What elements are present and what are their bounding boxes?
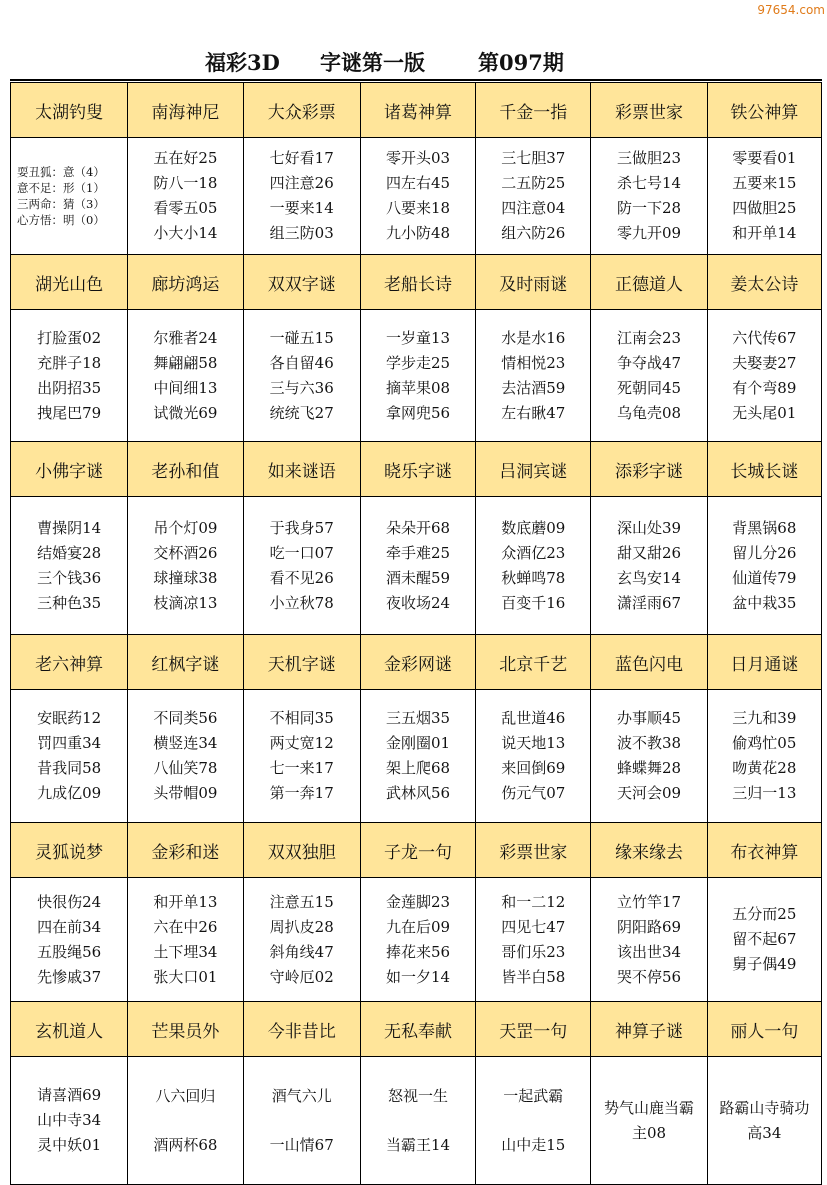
riddle-line: 五在好25 bbox=[153, 149, 218, 167]
riddle-row bbox=[11, 138, 822, 255]
riddle-line: 出阴招35 bbox=[37, 378, 102, 397]
riddle-cell bbox=[591, 1057, 707, 1185]
riddle-line: 深山处39 bbox=[616, 518, 682, 537]
riddle-line: 争夺战47 bbox=[616, 353, 682, 372]
riddle-line: 无头尾01 bbox=[732, 403, 797, 422]
riddle-line: 夫娶妻27 bbox=[732, 353, 797, 372]
column-header: 老船长诗 bbox=[360, 255, 475, 310]
riddle-line: 尔雅者24 bbox=[153, 328, 218, 347]
riddle-line: 三七胆37 bbox=[501, 149, 566, 167]
riddle-line: 立竹竿17 bbox=[616, 892, 682, 911]
column-header: 及时雨谜 bbox=[476, 255, 591, 310]
riddle-line: 乌龟壳08 bbox=[616, 403, 682, 422]
riddle-line: 守岭厄02 bbox=[269, 967, 334, 986]
riddle-line: 吊个灯09 bbox=[153, 518, 218, 537]
riddle-cell bbox=[243, 878, 360, 1002]
riddle-cell bbox=[243, 690, 360, 823]
riddle-cell bbox=[128, 1057, 243, 1185]
riddle-line: 情相悦23 bbox=[501, 353, 566, 372]
riddle-cell bbox=[11, 878, 128, 1002]
riddle-cell bbox=[11, 690, 128, 823]
riddle-line: 看不见26 bbox=[269, 568, 334, 587]
column-header: 无私奉献 bbox=[360, 1002, 475, 1057]
riddle-line: 七好看17 bbox=[269, 149, 334, 167]
riddle-cell bbox=[707, 1057, 821, 1185]
riddle-line: 安眠药12 bbox=[37, 709, 102, 727]
riddle-cell bbox=[476, 690, 591, 823]
riddle-line: 有个弯89 bbox=[732, 378, 797, 397]
column-header: 老六神算 bbox=[11, 635, 128, 690]
riddle-line: 百变千16 bbox=[501, 593, 566, 612]
riddle-line: 吃一口07 bbox=[269, 543, 334, 562]
column-header: 玄机道人 bbox=[11, 1002, 128, 1057]
riddle-line: 七一来17 bbox=[269, 759, 334, 777]
riddle-line: 哥们乐23 bbox=[501, 942, 566, 961]
riddle-line: 九小防48 bbox=[385, 224, 451, 242]
riddle-cell bbox=[591, 497, 707, 635]
header-row bbox=[11, 823, 822, 878]
riddle-line: 不同类56 bbox=[153, 709, 218, 727]
riddle-line: 意不足：形（1） bbox=[17, 181, 105, 195]
riddle-line: 蜂蝶舞28 bbox=[616, 759, 682, 777]
riddle-line: 横竖连34 bbox=[153, 734, 218, 752]
riddle-line: 哭不停56 bbox=[616, 967, 682, 986]
riddle-line: 乱世道46 bbox=[501, 709, 566, 727]
riddle-line: 办事顺45 bbox=[616, 709, 682, 727]
header-row bbox=[11, 255, 822, 310]
riddle-line: 山中寺34 bbox=[37, 1111, 102, 1129]
riddle-cell bbox=[11, 497, 128, 635]
column-header: 湖光山色 bbox=[11, 255, 128, 310]
riddle-line bbox=[270, 1109, 334, 1133]
riddle-line: 二五防25 bbox=[501, 174, 566, 192]
column-header: 今非昔比 bbox=[243, 1002, 360, 1057]
riddle-line: 舞翩翩58 bbox=[153, 353, 218, 372]
header-row bbox=[11, 1002, 822, 1057]
riddle-line: 摘苹果08 bbox=[385, 378, 451, 397]
riddle-line: 金莲脚23 bbox=[385, 892, 451, 911]
riddle-line: 阴阳路69 bbox=[616, 917, 682, 936]
riddle-cell bbox=[591, 878, 707, 1002]
riddle-line: 五分而25 bbox=[732, 905, 797, 923]
riddle-line: 枝滴凉13 bbox=[153, 593, 218, 612]
riddle-line: 九成亿09 bbox=[37, 784, 102, 802]
riddle-line: 斜角线47 bbox=[269, 942, 334, 961]
riddle-line: 三与六36 bbox=[269, 378, 334, 397]
column-header: 子龙一句 bbox=[360, 823, 475, 878]
riddle-line: 五要来15 bbox=[732, 174, 797, 192]
riddle-cell bbox=[707, 310, 821, 442]
riddle-line: 三归一13 bbox=[732, 784, 797, 802]
riddle-cell bbox=[11, 138, 128, 255]
riddle-line: 众酒亿23 bbox=[501, 543, 566, 562]
riddle-cell bbox=[591, 138, 707, 255]
column-header: 双双独胆 bbox=[243, 823, 360, 878]
riddle-line: 看零五05 bbox=[153, 199, 218, 217]
riddle-line: 左右瞅47 bbox=[501, 403, 566, 422]
riddle-line: 统统飞27 bbox=[269, 403, 334, 422]
riddle-line: 四注意04 bbox=[501, 199, 566, 217]
column-header: 日月通谜 bbox=[707, 635, 821, 690]
riddle-line: 酒两杯68 bbox=[153, 1135, 218, 1154]
riddle-cell bbox=[360, 690, 475, 823]
riddle-line: 和开单14 bbox=[732, 224, 797, 242]
riddle-line: 和一二12 bbox=[501, 892, 566, 911]
riddle-line: 灵中妖01 bbox=[37, 1136, 102, 1154]
riddle-table bbox=[10, 82, 822, 1185]
riddle-cell bbox=[360, 1057, 475, 1185]
riddle-line: 一岁童13 bbox=[385, 328, 451, 347]
riddle-line: 零九开09 bbox=[616, 224, 682, 242]
riddle-line: 仙道传79 bbox=[732, 568, 797, 587]
riddle-line: 快很伤24 bbox=[37, 892, 102, 911]
riddle-line: 潇淫雨67 bbox=[616, 593, 682, 612]
column-header: 小佛字谜 bbox=[11, 442, 128, 497]
riddle-line: 酒气六儿 bbox=[271, 1086, 332, 1105]
riddle-cell bbox=[360, 138, 475, 255]
riddle-line: 三个钱36 bbox=[37, 568, 102, 587]
riddle-line: 吻黄花28 bbox=[732, 759, 797, 777]
riddle-cell bbox=[476, 497, 591, 635]
riddle-line: 当霸王14 bbox=[385, 1135, 451, 1154]
column-header: 布衣神算 bbox=[707, 823, 821, 878]
riddle-cell bbox=[128, 878, 243, 1002]
riddle-line: 昔我同58 bbox=[37, 759, 102, 777]
riddle-line: 架上爬68 bbox=[385, 759, 451, 777]
riddle-line: 八仙笑78 bbox=[153, 759, 218, 777]
riddle-cell bbox=[476, 310, 591, 442]
riddle-line: 结婚宴28 bbox=[37, 543, 102, 562]
riddle-line: 和开单13 bbox=[153, 892, 218, 911]
riddle-line: 去沽酒59 bbox=[501, 378, 566, 397]
column-header: 天机字谜 bbox=[243, 635, 360, 690]
riddle-line: 路霸山寺骑功 bbox=[719, 1098, 810, 1117]
riddle-line: 舅子偶49 bbox=[732, 955, 797, 973]
column-header: 大众彩票 bbox=[243, 83, 360, 138]
column-header: 千金一指 bbox=[476, 83, 591, 138]
column-header: 丽人一句 bbox=[707, 1002, 821, 1057]
riddle-line: 四在前34 bbox=[37, 917, 102, 936]
header-row bbox=[11, 83, 822, 138]
riddle-line: 周扒皮28 bbox=[269, 917, 334, 936]
riddle-line: 皆半白58 bbox=[501, 967, 566, 986]
header-row bbox=[11, 635, 822, 690]
column-header: 金彩和迷 bbox=[128, 823, 243, 878]
riddle-line: 于我身57 bbox=[269, 518, 334, 537]
riddle-line: 水是水16 bbox=[501, 328, 566, 347]
riddle-line: 怒视一生 bbox=[387, 1086, 448, 1105]
riddle-line: 主08 bbox=[631, 1123, 667, 1142]
riddle-line: 组三防03 bbox=[269, 224, 334, 242]
riddle-cell bbox=[591, 310, 707, 442]
riddle-line: 三种色35 bbox=[37, 593, 102, 612]
column-header: 老孙和值 bbox=[128, 442, 243, 497]
page-title bbox=[0, 44, 780, 74]
riddle-line: 甜又甜26 bbox=[616, 543, 682, 562]
riddle-line: 球撞球38 bbox=[153, 568, 218, 587]
riddle-line: 盆中栽35 bbox=[732, 593, 797, 612]
riddle-row bbox=[11, 310, 822, 442]
riddle-line: 两丈宽12 bbox=[269, 734, 334, 752]
riddle-line: 八六回归 bbox=[155, 1086, 216, 1105]
riddle-line: 高34 bbox=[747, 1123, 782, 1142]
riddle-line: 八要来18 bbox=[385, 199, 451, 217]
column-header: 红枫字谜 bbox=[128, 635, 243, 690]
riddle-line: 九在后09 bbox=[385, 917, 451, 936]
riddle-line: 第一奔17 bbox=[269, 784, 334, 802]
riddle-cell bbox=[243, 497, 360, 635]
riddle-cell bbox=[243, 310, 360, 442]
column-header: 金彩网谜 bbox=[360, 635, 475, 690]
riddle-line: 留儿分26 bbox=[732, 543, 797, 562]
site-watermark: 97654.com bbox=[757, 3, 825, 17]
riddle-line: 秋蝉鸣78 bbox=[501, 568, 566, 587]
column-header: 芒果员外 bbox=[128, 1002, 243, 1057]
riddle-line: 三两命：猜（3） bbox=[17, 197, 105, 211]
riddle-line: 山中走15 bbox=[501, 1135, 566, 1154]
riddle-line: 数底蘑09 bbox=[501, 518, 566, 537]
riddle-line: 一山情67 bbox=[269, 1135, 334, 1154]
column-header: 蓝色闪电 bbox=[591, 635, 707, 690]
riddle-line: 组六防26 bbox=[501, 224, 566, 242]
riddle-line bbox=[386, 1109, 450, 1133]
column-header: 彩票世家 bbox=[476, 823, 591, 878]
riddle-line: 耍丑狐：意（4） bbox=[17, 165, 105, 179]
riddle-line: 小大小14 bbox=[153, 224, 218, 242]
riddle-cell bbox=[128, 310, 243, 442]
riddle-line: 学步走25 bbox=[385, 353, 451, 372]
riddle-row bbox=[11, 690, 822, 823]
riddle-line: 四注意26 bbox=[269, 174, 334, 192]
column-header: 添彩字谜 bbox=[591, 442, 707, 497]
riddle-line: 朵朵开68 bbox=[385, 518, 451, 537]
riddle-line: 金刚圈01 bbox=[385, 734, 451, 752]
riddle-line: 土下埋34 bbox=[153, 942, 218, 961]
riddle-line: 三五烟35 bbox=[385, 709, 451, 727]
riddle-line: 捧花来56 bbox=[385, 942, 451, 961]
riddle-line: 如一夕14 bbox=[385, 967, 451, 986]
riddle-line: 牵手难25 bbox=[385, 543, 451, 562]
column-header: 长城长谜 bbox=[707, 442, 821, 497]
column-header: 铁公神算 bbox=[707, 83, 821, 138]
riddle-cell bbox=[707, 497, 821, 635]
column-header: 如来谜语 bbox=[243, 442, 360, 497]
riddle-line: 打脸蛋02 bbox=[37, 328, 102, 347]
riddle-cell bbox=[243, 138, 360, 255]
header-row bbox=[11, 442, 822, 497]
riddle-line: 六代传67 bbox=[732, 328, 797, 347]
riddle-line: 偷鸡忙05 bbox=[732, 734, 797, 752]
riddle-line: 注意五15 bbox=[269, 892, 334, 911]
title-brand: 福彩3D bbox=[205, 50, 280, 75]
riddle-line: 五股绳56 bbox=[37, 942, 102, 961]
riddle-line: 势气山鹿当霸 bbox=[604, 1098, 695, 1117]
riddle-cell bbox=[707, 138, 821, 255]
riddle-line: 留不起67 bbox=[732, 930, 797, 948]
riddle-cell bbox=[128, 138, 243, 255]
riddle-line: 四做胆25 bbox=[732, 199, 797, 217]
column-header: 太湖钓叟 bbox=[11, 83, 128, 138]
column-header: 诸葛神算 bbox=[360, 83, 475, 138]
riddle-line: 一要来14 bbox=[269, 199, 334, 217]
riddle-line: 张大口01 bbox=[153, 967, 218, 986]
riddle-line: 先惨戚37 bbox=[37, 967, 102, 986]
riddle-line: 来回倒69 bbox=[501, 759, 566, 777]
riddle-line: 不相同35 bbox=[269, 709, 334, 727]
riddle-line: 罚四重34 bbox=[37, 734, 102, 752]
riddle-line: 中间细13 bbox=[153, 378, 218, 397]
column-header: 南海神尼 bbox=[128, 83, 243, 138]
riddle-line: 六在中26 bbox=[153, 917, 218, 936]
riddle-line: 防一下28 bbox=[616, 199, 682, 217]
title-issue: 第097期 bbox=[478, 50, 564, 75]
riddle-line: 四见七47 bbox=[501, 917, 566, 936]
riddle-line: 防八一18 bbox=[153, 174, 218, 192]
riddle-line: 充胖子18 bbox=[37, 353, 102, 372]
riddle-line: 杀七号14 bbox=[616, 174, 682, 192]
riddle-cell bbox=[476, 1057, 591, 1185]
riddle-cell bbox=[707, 878, 821, 1002]
riddle-line: 一起武霸 bbox=[503, 1086, 564, 1105]
riddle-line: 玄鸟安14 bbox=[616, 568, 682, 587]
riddle-line: 交杯酒26 bbox=[153, 543, 218, 562]
riddle-line: 各自留46 bbox=[269, 353, 334, 372]
riddle-cell bbox=[476, 138, 591, 255]
riddle-line: 一碰五15 bbox=[269, 328, 334, 347]
riddle-line: 天河会09 bbox=[616, 784, 682, 802]
riddle-line: 小立秋78 bbox=[269, 593, 334, 612]
column-header: 天罡一句 bbox=[476, 1002, 591, 1057]
column-header: 吕洞宾谜 bbox=[476, 442, 591, 497]
riddle-line: 该出世34 bbox=[616, 942, 682, 961]
column-header: 灵狐说梦 bbox=[11, 823, 128, 878]
riddle-line: 背黑锅68 bbox=[732, 518, 797, 537]
riddle-cell bbox=[707, 690, 821, 823]
riddle-line: 拿网兜56 bbox=[385, 403, 451, 422]
riddle-row bbox=[11, 497, 822, 635]
riddle-cell bbox=[360, 878, 475, 1002]
riddle-line: 三做胆23 bbox=[616, 149, 682, 167]
riddle-cell bbox=[360, 310, 475, 442]
riddle-line: 试微光69 bbox=[153, 403, 218, 422]
column-header: 彩票世家 bbox=[591, 83, 707, 138]
column-header: 北京千艺 bbox=[476, 635, 591, 690]
riddle-line: 心方悟：明（0） bbox=[17, 213, 105, 227]
column-header: 廊坊鸿运 bbox=[128, 255, 243, 310]
column-header: 姜太公诗 bbox=[707, 255, 821, 310]
riddle-cell bbox=[11, 310, 128, 442]
riddle-line: 三九和39 bbox=[732, 709, 797, 727]
riddle-line: 死朝同45 bbox=[616, 378, 682, 397]
title-rule bbox=[10, 79, 822, 81]
riddle-line: 夜收场24 bbox=[385, 593, 451, 612]
column-header: 晓乐字谜 bbox=[360, 442, 475, 497]
riddle-line: 请喜酒69 bbox=[37, 1086, 102, 1104]
riddle-cell bbox=[476, 878, 591, 1002]
riddle-line bbox=[153, 1109, 217, 1133]
riddle-line: 武林风56 bbox=[385, 784, 451, 802]
column-header: 双双字谜 bbox=[243, 255, 360, 310]
riddle-cell bbox=[128, 497, 243, 635]
riddle-cell bbox=[128, 690, 243, 823]
riddle-line: 零要看01 bbox=[732, 149, 797, 167]
riddle-line: 四左右45 bbox=[385, 174, 451, 192]
riddle-row bbox=[11, 878, 822, 1002]
riddle-line bbox=[501, 1109, 565, 1133]
riddle-line: 江南会23 bbox=[616, 328, 682, 347]
riddle-line: 头带帽09 bbox=[153, 784, 218, 802]
riddle-line: 拽尾巴79 bbox=[37, 403, 102, 422]
riddle-line: 波不教38 bbox=[616, 734, 682, 752]
column-header: 缘来缘去 bbox=[591, 823, 707, 878]
riddle-cell bbox=[360, 497, 475, 635]
riddle-line: 说天地13 bbox=[501, 734, 566, 752]
riddle-line: 伤元气07 bbox=[501, 784, 566, 802]
riddle-cell bbox=[11, 1057, 128, 1185]
riddle-cell bbox=[243, 1057, 360, 1185]
column-header: 神算子谜 bbox=[591, 1002, 707, 1057]
riddle-cell bbox=[591, 690, 707, 823]
riddle-line: 酒未醒59 bbox=[385, 568, 451, 587]
riddle-line: 零开头03 bbox=[385, 149, 451, 167]
riddle-line: 曹操阴14 bbox=[37, 518, 102, 537]
riddle-row bbox=[11, 1057, 822, 1185]
column-header: 正德道人 bbox=[591, 255, 707, 310]
title-name: 字谜第一版 bbox=[320, 50, 425, 75]
